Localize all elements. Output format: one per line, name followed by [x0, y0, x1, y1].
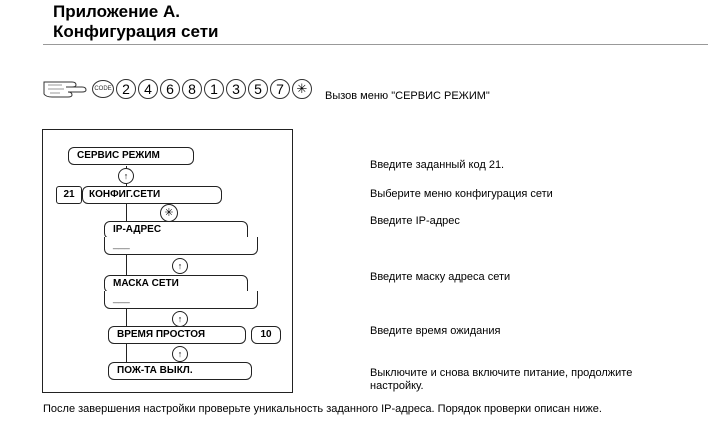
digit-key-label: 4 [144, 81, 152, 97]
instruction-step-1: Введите заданный код 21. [370, 159, 505, 171]
instruction-step-5: Введите время ожидания [370, 325, 501, 337]
arrow-key-label: ↑ [177, 349, 183, 359]
screen-ip-address-input [104, 237, 258, 255]
screen-power-off [108, 362, 252, 380]
footer-note: После завершения настройки проверьте уникальность заданного IP-адреса. Порядок проверки описан ниже. [43, 403, 602, 415]
arrow-key [172, 258, 188, 274]
screen-service-mode-label: СЕРВИС РЕЖИМ [77, 150, 160, 161]
idle-time-value-box [251, 326, 281, 344]
code-entry-value: 21 [63, 189, 75, 200]
instruction-step-6-line-1: Выключите и снова включите питание, продолжите [370, 367, 633, 379]
title-line-2: Конфигурация сети [53, 22, 219, 41]
digit-key [226, 79, 246, 99]
screen-idle-time-label: ВРЕМЯ ПРОСТОЯ [117, 329, 206, 340]
digit-key-label: 2 [122, 81, 130, 97]
title-line-1: Приложение А. [53, 2, 180, 21]
screen-idle-time [108, 326, 246, 344]
digit-key [204, 79, 224, 99]
code-key-label: CODE [94, 86, 112, 92]
arrow-key [172, 311, 188, 327]
arrow-key-label: ↑ [177, 261, 183, 271]
arrow-key-label: ↑ [177, 314, 183, 324]
digit-key [270, 79, 290, 99]
arrow-key [172, 346, 188, 362]
screen-power-off-label: ПОЖ-ТА ВЫКЛ. [117, 365, 193, 376]
instruction-step-2: Выберите меню конфигурация сети [370, 188, 553, 200]
code-entry-box [56, 186, 82, 204]
screen-service-mode [68, 147, 194, 165]
mask-placeholder: ___ [113, 293, 130, 304]
digit-key-label: 8 [188, 81, 196, 97]
star-key-diagram [160, 204, 178, 222]
screen-network-config [82, 186, 222, 204]
digit-key-label: 3 [232, 81, 240, 97]
arrow-key [118, 168, 134, 184]
screen-ip-address-label: IP-АДРЕС [113, 224, 162, 235]
digit-key-label: 5 [254, 81, 262, 97]
instruction-step-6-line-2: настройку. [370, 380, 424, 392]
arrow-key-label: ↑ [123, 171, 129, 181]
digit-key-label: 6 [166, 81, 174, 97]
instruction-step-4: Введите маску адреса сети [370, 271, 511, 283]
digit-key [248, 79, 268, 99]
digit-key-label: 7 [276, 81, 284, 97]
key-sequence [42, 76, 322, 104]
screen-subnet-mask-label: МАСКА СЕТИ [113, 278, 179, 289]
digit-key [160, 79, 180, 99]
star-key-diagram-label: ✳ [164, 207, 174, 219]
menu-flow-diagram [42, 129, 293, 393]
title-rule [43, 44, 708, 45]
instruction-step-3: Введите IP-адрес [370, 215, 460, 227]
star-key-label: ✳ [296, 81, 308, 96]
key-sequence-caption: Вызов меню "СЕРВИС РЕЖИМ" [325, 90, 490, 102]
ip-placeholder: ___ [113, 239, 130, 250]
star-key [292, 79, 312, 99]
digit-key [182, 79, 202, 99]
screen-network-config-label: КОНФИГ.СЕТИ [89, 189, 161, 200]
screen-subnet-mask-input [104, 291, 258, 309]
idle-time-value: 10 [260, 329, 272, 340]
digit-key [116, 79, 136, 99]
code-key [92, 80, 114, 98]
digit-key [138, 79, 158, 99]
pointing-hand-icon [42, 76, 88, 102]
digit-key-label: 1 [210, 81, 218, 97]
